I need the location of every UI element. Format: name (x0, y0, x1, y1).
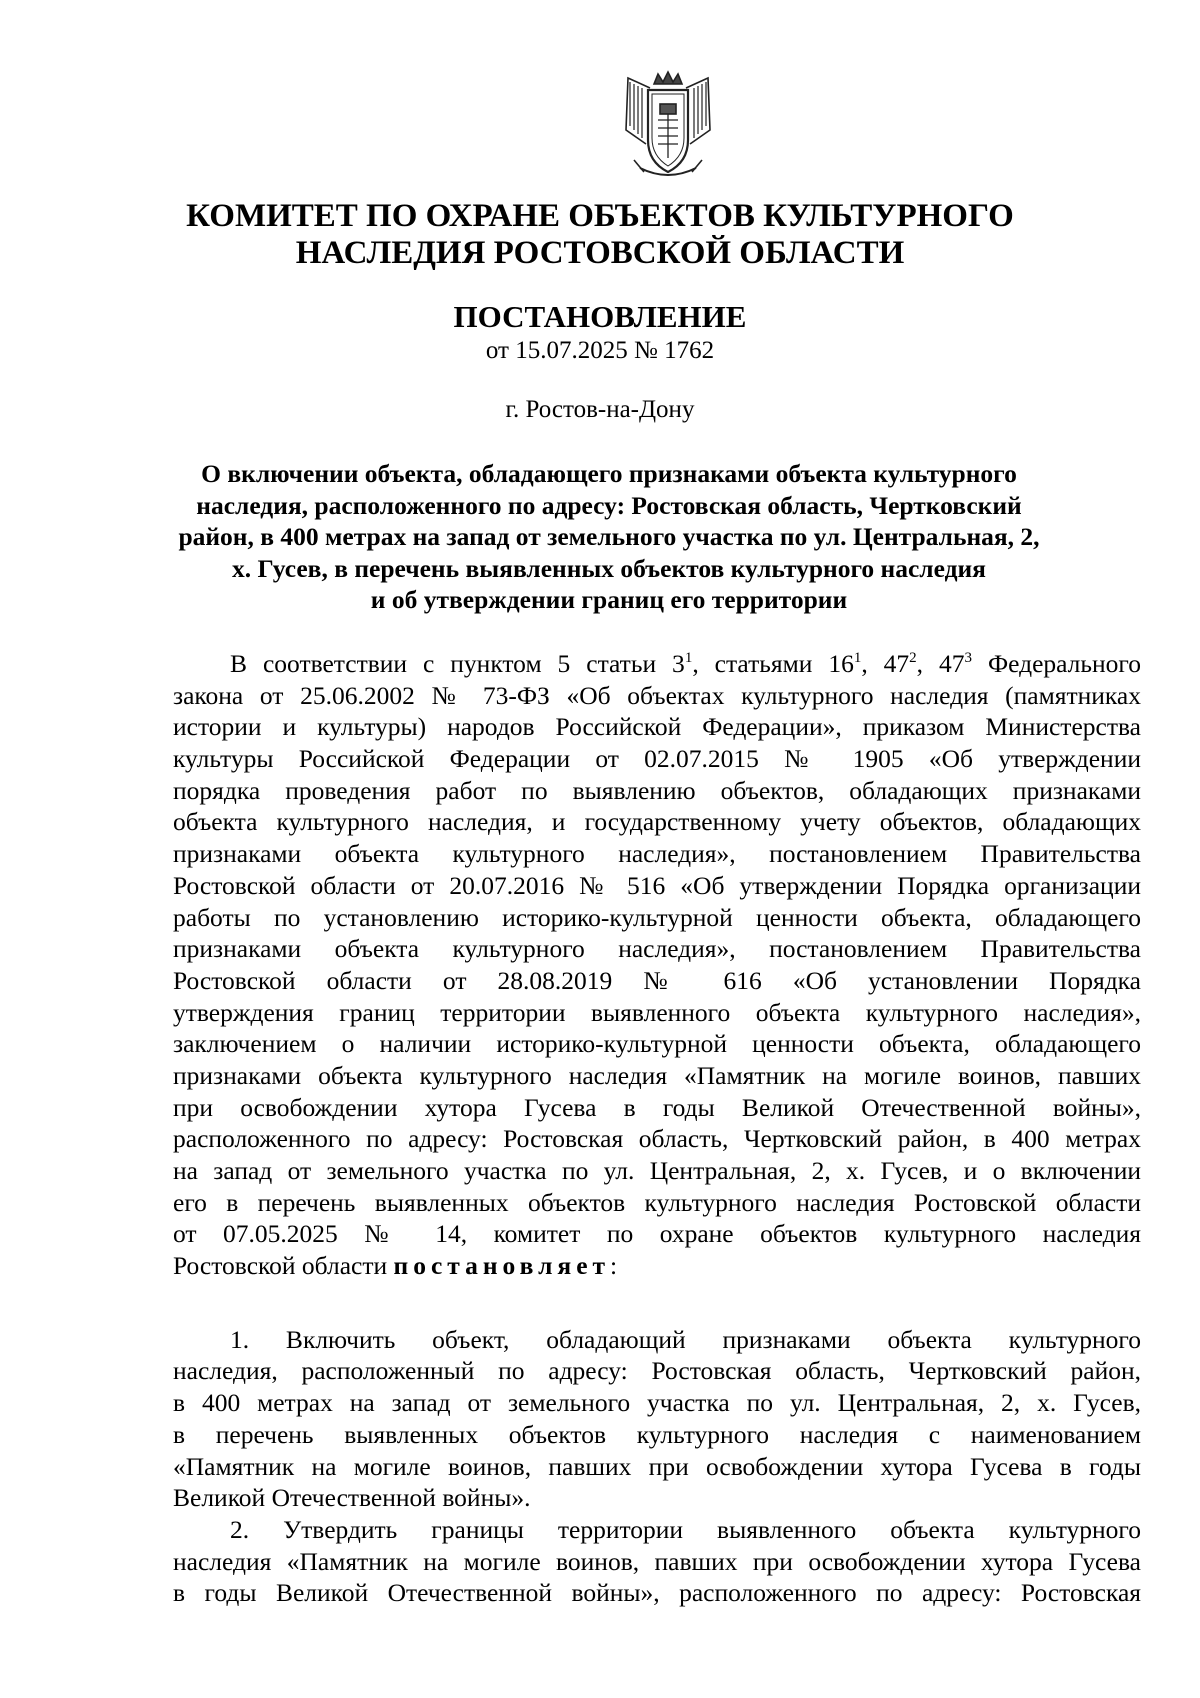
preamble-line: расположенного по адресу: Ростовская область, Чертковский район, в 400 метрах (173, 1124, 1141, 1154)
subject-line: х. Гусев, в перечень выявленных объектов культурного наследия (232, 553, 986, 583)
item-line: 1. Включить объект, обладающий признаками объекта культурного (230, 1324, 1141, 1354)
item-line: в 400 метрах на запад от земельного участка по ул. Центральная, 2, х. Гусев, (173, 1388, 1141, 1418)
preamble-line: Ростовской области от 20.07.2016 № 516 «Об утверждении Порядка организации (173, 870, 1141, 900)
preamble-line: от 07.05.2025 № 14, комитет по охране объектов культурного наследия (173, 1219, 1141, 1249)
preamble-line: работы по установлению историко-культурной ценности объекта, обладающего (173, 902, 1141, 932)
preamble-line: закона от 25.06.2002 № 73-ФЗ «Об объектах культурного наследия (памятниках (173, 680, 1141, 710)
item-line: 2. Утвердить границы территории выявленного объекта культурного (230, 1514, 1141, 1544)
document-type: ПОСТАНОВЛЕНИЕ (453, 299, 747, 334)
organization-line-1: КОМИТЕТ ПО ОХРАНЕ ОБЪЕКТОВ КУЛЬТУРНОГО (186, 198, 1014, 234)
item-line: наследия «Памятник на могиле воинов, павших при освобождении хутора Гусева (173, 1546, 1141, 1576)
coat-of-arms-emblem (620, 70, 716, 180)
resolves-word: постановляет (393, 1251, 611, 1281)
subject-line: район, в 400 метрах на запад от земельного участка по ул. Центральная, 2, (178, 522, 1040, 551)
item-line: «Памятник на могиле воинов, павших при освобождении хутора Гусева в годы (173, 1451, 1141, 1481)
preamble-line: истории и культуры) народов Российской Федерации», приказом Министерства (173, 712, 1141, 742)
preamble-line: признаками объекта культурного наследия», постановлением Правительства (173, 839, 1141, 869)
preamble-paragraph (173, 648, 1141, 1282)
subject-line: и об утверждении границ его территории (370, 585, 848, 614)
item-line: в годы Великой Отечественной войны», расположенного по адресу: Ростовская (173, 1578, 1141, 1608)
preamble-line: признаками объекта культурного наследия», постановлением Правительства (173, 934, 1141, 964)
item-line: Великой Отечественной войны». (173, 1483, 531, 1513)
preamble-line: культуры Российской Федерации от 02.07.2015 № 1905 «Об утверждении (173, 744, 1141, 774)
preamble-line: при освобождении хутора Гусева в годы Великой Отечественной войны», (173, 1092, 1141, 1122)
item-line: в перечень выявленных объектов культурного наследия с наименованием (173, 1419, 1141, 1449)
resolution-item-2 (173, 1514, 1141, 1609)
preamble-line: Ростовской области от 28.08.2019 № 616 «Об установлении Порядка (173, 965, 1141, 995)
resolution-item-1 (173, 1324, 1141, 1514)
preamble-line: утверждения границ территории выявленного объекта культурного наследия», (173, 997, 1141, 1027)
preamble-line: порядка проведения работ по выявлению объектов, обладающих признаками (173, 775, 1141, 805)
organization-name (150, 198, 1050, 272)
document-city: г. Ростов-на-Дону (505, 396, 695, 423)
preamble-line: заключением о наличии историко-культурной ценности объекта, обладающего (173, 1029, 1141, 1059)
preamble-line: В соответствии с пунктом 5 статьи $3^1$, статьями $16^1$, $47^2$, $47^3$ Федерального (230, 649, 1142, 678)
preamble-line: Ростовской области постановляет: (173, 1251, 618, 1281)
document-date-number: от 15.07.2025 № 1762 (485, 337, 715, 364)
subject-line: О включении объекта, обладающего признаками объекта культурного (201, 459, 1017, 488)
preamble-line: на запад от земельного участка по ул. Центральная, 2, х. Гусев, и о включении (173, 1156, 1141, 1185)
preamble-line: признаками объекта культурного наследия «Памятник на могиле воинов, павших (173, 1060, 1141, 1090)
preamble-line: его в перечень выявленных объектов культурного наследия Ростовской области (173, 1187, 1141, 1217)
preamble-line: объекта культурного наследия, и государственному учету объектов, обладающих (173, 807, 1141, 837)
organization-line-2: НАСЛЕДИЯ РОСТОВСКОЙ ОБЛАСТИ (295, 235, 905, 271)
document-body (173, 648, 1141, 1609)
document-subject (150, 458, 1068, 616)
item-line: наследия, расположенный по адресу: Ростовская область, Чертковский район, (173, 1356, 1141, 1386)
subject-line: наследия, расположенного по адресу: Ростовская область, Чертковский (196, 490, 1022, 520)
